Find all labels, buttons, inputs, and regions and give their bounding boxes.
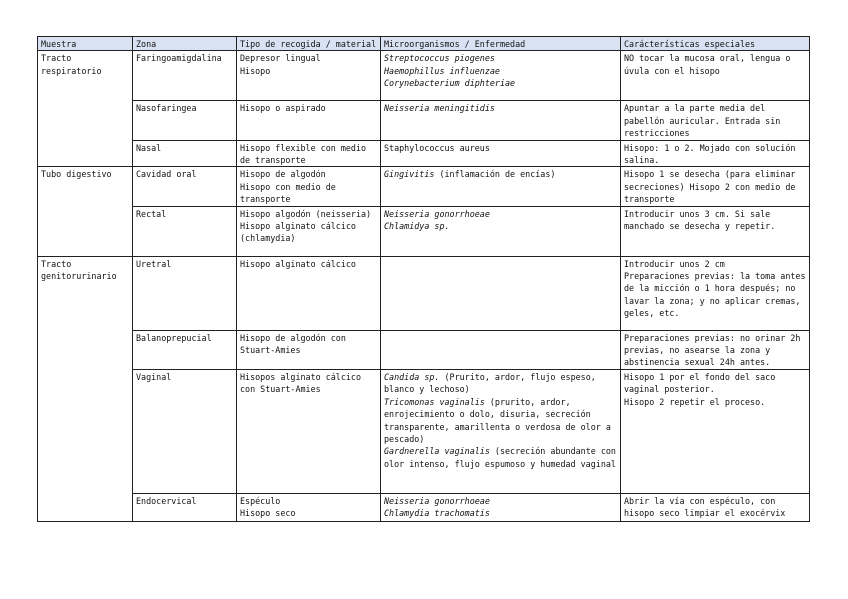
cell-zona: Uretral: [133, 256, 237, 330]
cell-muestra: Tracto respiratorio: [38, 51, 133, 167]
cell-microorganismos: [381, 493, 621, 521]
cell-zona: Vaginal: [133, 369, 237, 493]
microorganism-entry: [384, 102, 617, 114]
microorganism-name: Streptococcus piogenes: [384, 53, 495, 64]
table-body: [38, 51, 810, 521]
cell-caracteristicas: Hisopo 1 por el fondo del saco vaginal posterior. Hisopo 2 repetir el proceso.: [621, 369, 810, 493]
cell-zona: Rectal: [133, 206, 237, 256]
specimen-table: [37, 36, 810, 522]
microorganism-description: (Prurito, ardor, flujo espeso, blanco y lechoso): [384, 371, 596, 395]
cell-tipo: Hisopo flexible con medio de transporte: [237, 140, 381, 167]
table-row: [38, 101, 810, 140]
cell-zona: Balanoprepucial: [133, 330, 237, 369]
microorganism-name: Neisseria gonorrhoeae: [384, 495, 490, 506]
cell-tipo: Hisopo de algodón con Stuart-Amies: [237, 330, 381, 369]
microorganism-name: Corynebacterium diphteriae: [384, 78, 516, 89]
microorganism-description: (inflamación de encías): [434, 169, 556, 180]
cell-tipo: Hisopo algodón (neisseria) Hisopo alginato cálcico (chlamydia): [237, 206, 381, 256]
table-row: [38, 369, 810, 493]
microorganism-entry: [384, 65, 617, 77]
header-zona: Zona: [133, 37, 237, 51]
cell-microorganismos: [381, 51, 621, 101]
cell-caracteristicas: Introducir unos 2 cm Preparaciones previas: la toma antes de la micción o 1 hora después; no lavar la zona; y no aplicar cremas, geles, etc.: [621, 256, 810, 330]
microorganism-entry: [384, 77, 617, 89]
cell-caracteristicas: Hisopo 1 se desecha (para eliminar secreciones) Hisopo 2 con medio de transporte: [621, 167, 810, 206]
cell-caracteristicas: Preparaciones previas: no orinar 2h previas, no asearse la zona y abstinencia sexual 24h antes.: [621, 330, 810, 369]
cell-tipo: Espéculo Hisopo seco: [237, 493, 381, 521]
cell-microorganismos: [381, 256, 621, 330]
cell-muestra: Tracto genitorurinario: [38, 256, 133, 521]
microorganism-name: Staphylococcus aureus: [384, 142, 490, 153]
microorganism-name: Gingivitis: [384, 169, 435, 180]
header-row: [38, 37, 810, 51]
cell-caracteristicas: Hisopo: 1 o 2. Mojado con solución salina.: [621, 140, 810, 167]
header-microorganismos: Microorganismos / Enfermedad: [381, 37, 621, 51]
microorganism-name: Candida sp.: [384, 371, 440, 382]
cell-zona: Faringoamigdalina: [133, 51, 237, 101]
table-row: [38, 256, 810, 330]
microorganism-entry: [384, 507, 617, 519]
cell-microorganismos: [381, 206, 621, 256]
microorganism-description: (prurito, ardor, enrojecimiento o dolo, disuria, secreción transparente, amarillenta o verdosa de olor a pescado): [384, 396, 611, 444]
cell-zona: Nasofaringea: [133, 101, 237, 140]
microorganism-entry: [384, 52, 617, 64]
cell-tipo: Hisopo o aspirado: [237, 101, 381, 140]
cell-muestra: Tubo digestivo: [38, 167, 133, 256]
cell-tipo: Hisopo alginato cálcico: [237, 256, 381, 330]
microorganism-name: Chlamidya sp.: [384, 221, 450, 232]
table-row: [38, 493, 810, 521]
microorganism-name: Tricomonas vaginalis: [384, 396, 485, 407]
microorganism-entry: [384, 495, 617, 507]
cell-caracteristicas: NO tocar la mucosa oral, lengua o úvula con el hisopo: [621, 51, 810, 101]
table-row: [38, 167, 810, 206]
cell-tipo: Hisopos alginato cálcico con Stuart-Amies: [237, 369, 381, 493]
microorganism-name: Haemophillus influenzae: [384, 65, 500, 76]
microorganism-entry: [384, 142, 617, 154]
microorganism-name: Chlamydia trachomatis: [384, 508, 490, 519]
cell-microorganismos: [381, 167, 621, 206]
cell-tipo: Depresor lingual Hisopo: [237, 51, 381, 101]
microorganism-entry: [384, 220, 617, 232]
cell-microorganismos: [381, 369, 621, 493]
microorganism-entry: [384, 445, 617, 470]
microorganism-description: (secreción abundante con olor intenso, flujo espumoso y humedad vaginal: [384, 446, 616, 469]
cell-microorganismos: [381, 330, 621, 369]
microorganism-entry: [384, 208, 617, 220]
cell-zona: Nasal: [133, 140, 237, 167]
table-row: [38, 51, 810, 101]
cell-caracteristicas: Abrir la vía con espéculo, con hisopo seco limpiar el exocérvix: [621, 493, 810, 521]
cell-tipo: Hisopo de algodón Hisopo con medio de transporte: [237, 167, 381, 206]
table-row: [38, 330, 810, 369]
cell-caracteristicas: Introducir unos 3 cm. Si sale manchado se desecha y repetir.: [621, 206, 810, 256]
header-tipo: Tipo de recogida / material: [237, 37, 381, 51]
microorganism-name: Neisseria gonorrhoeae: [384, 208, 490, 219]
header-caracteristicas: Carácterísticas especiales: [621, 37, 810, 51]
cell-zona: Cavidad oral: [133, 167, 237, 206]
cell-zona: Endocervical: [133, 493, 237, 521]
microorganism-name: Neisseria meningitidis: [384, 103, 495, 114]
table-row: [38, 140, 810, 167]
microorganism-entry: [384, 371, 617, 396]
cell-caracteristicas: Apuntar a la parte media del pabellón auricular. Entrada sin restricciones: [621, 101, 810, 140]
microorganism-entry: [384, 168, 617, 180]
cell-microorganismos: [381, 140, 621, 167]
cell-microorganismos: [381, 101, 621, 140]
microorganism-entry: [384, 396, 617, 446]
header-muestra: Muestra: [38, 37, 133, 51]
table-row: [38, 206, 810, 256]
microorganism-name: Gardnerella vaginalis: [384, 446, 490, 457]
